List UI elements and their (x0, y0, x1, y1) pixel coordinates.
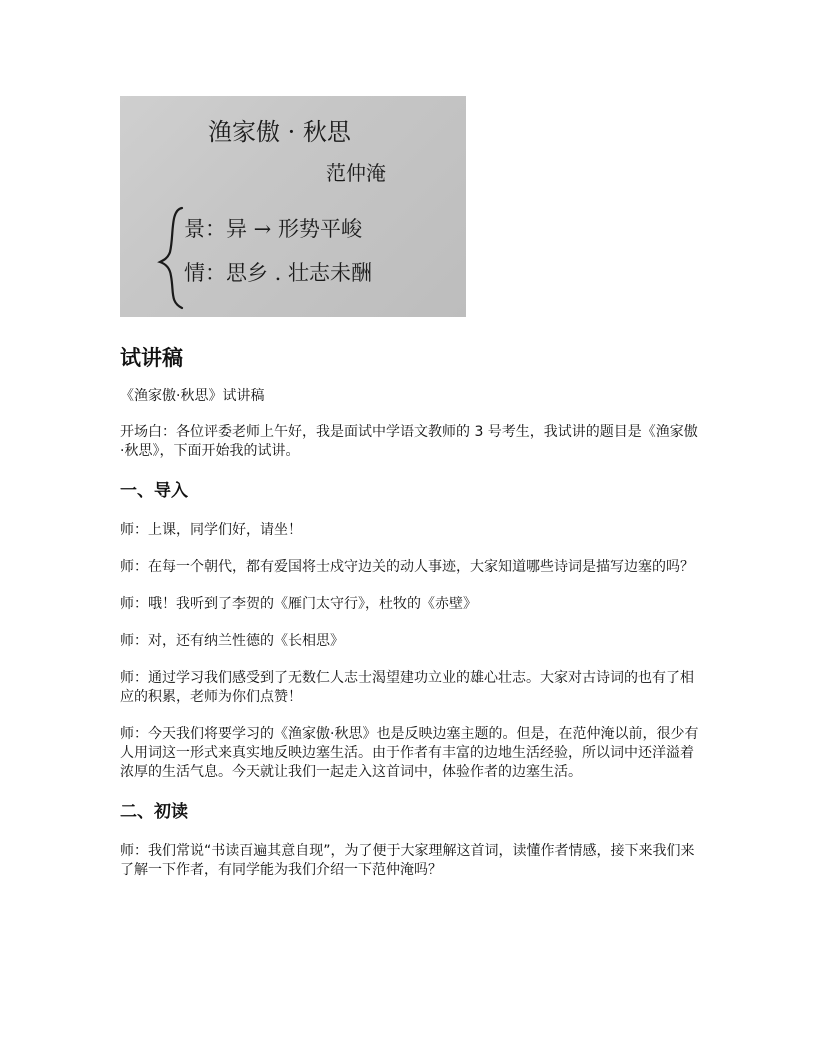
paragraph: 师：通过学习我们感受到了无数仁人志士渴望建功立业的雄心壮志。大家对古诗词的也有了相应的积累，老师为你们点赞！ (120, 670, 694, 705)
paragraph: 师：上课，同学们好，请坐！ (120, 522, 302, 538)
photo-line-author: 范仲淹 (326, 161, 386, 185)
paragraph: 师：对，还有纳兰性德的《长相思》 (120, 633, 344, 649)
photo-line-title: 渔家傲 · 秋思 (208, 118, 351, 146)
photo-line-scene: 景：异 → 形势平峻 (184, 217, 362, 241)
section-heading-intro: 一、导入 (120, 481, 188, 501)
opening-paragraph: 开场白：各位评委老师上午好，我是面试中学语文教师的 3 号考生，我试讲的题目是《渔家傲·秋思》，下面开始我的试讲。 (120, 424, 698, 459)
document-page (120, 96, 700, 880)
handwritten-notes-photo (120, 96, 466, 317)
paragraph: 师：今天我们将要学习的《渔家傲·秋思》也是反映边塞主题的。但是，在范仲淹以前，很少有人用词这一形式来真实地反映边塞生活。由于作者有丰富的边地生活经验，所以词中还洋溢着浓厚的生活气息。今天就让我们一起走入这首词中，体验作者的边塞生活。 (120, 726, 699, 780)
paragraph: 师：我们常说“书读百遍其意自现”，为了便于大家理解这首词，读懂作者情感，接下来我们来了解一下作者，有同学能为我们介绍一下范仲淹吗？ (120, 843, 695, 878)
handwriting-drawing (120, 96, 466, 317)
curly-brace-icon (160, 208, 182, 308)
document-subtitle: 《渔家傲·秋思》试讲稿 (120, 388, 265, 404)
photo-line-emotion: 情：思乡 . 壮志未酬 (184, 261, 373, 285)
section-heading-first-reading: 二、初读 (120, 802, 188, 822)
paragraph: 师：哦！我听到了李贺的《雁门太守行》，杜牧的《赤壁》 (120, 596, 477, 612)
paragraph: 师：在每一个朝代，都有爱国将士戍守边关的动人事迹，大家知道哪些诗词是描写边塞的吗？ (120, 559, 694, 575)
document-title: 试讲稿 (120, 346, 183, 370)
